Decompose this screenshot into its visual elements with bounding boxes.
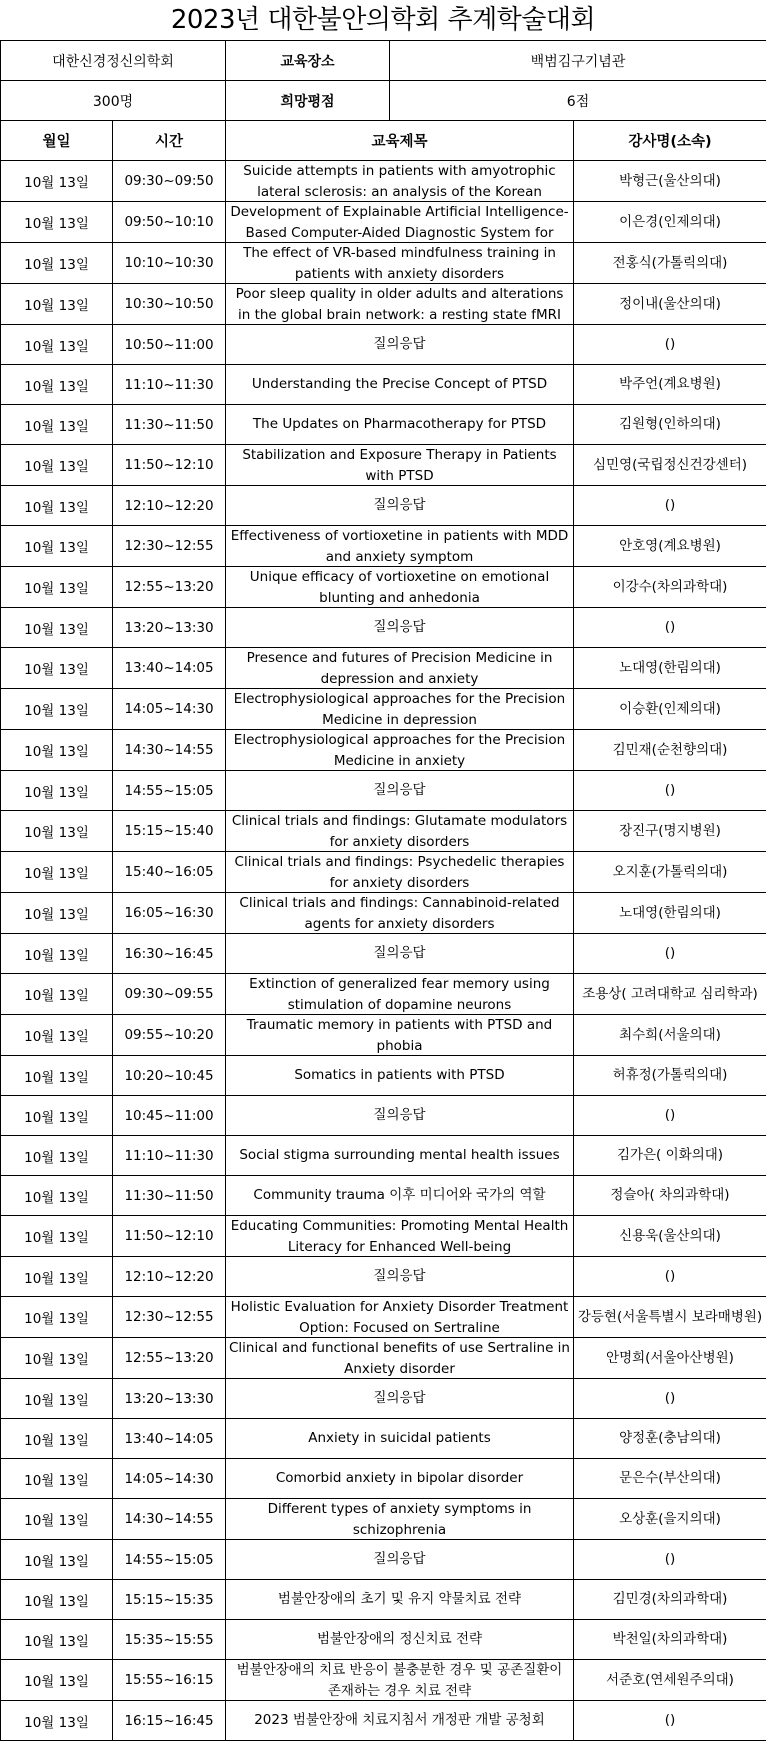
- points-value: 6점: [390, 81, 766, 121]
- session-date: 10월 13일: [1, 1379, 113, 1419]
- table-row: [1, 1257, 766, 1297]
- session-time: 15:55~16:15: [113, 1660, 226, 1701]
- session-date: 10월 13일: [1, 811, 113, 852]
- column-header-topic: 교육제목: [226, 121, 574, 161]
- table-row: [1, 161, 766, 202]
- session-date: 10월 13일: [1, 243, 113, 284]
- session-time: 12:30~12:55: [113, 526, 226, 567]
- table-row: [1, 1096, 766, 1136]
- session-topic-cell: [226, 608, 574, 648]
- session-speaker: 심민영(국립정신건강센터): [574, 445, 766, 486]
- session-topic: Understanding the Precise Concept of PTSD: [228, 374, 571, 395]
- table-row: [1, 1015, 766, 1056]
- session-time: 16:30~16:45: [113, 934, 226, 974]
- session-time: 12:55~13:20: [113, 567, 226, 608]
- table-row: [1, 405, 766, 445]
- session-speaker: 서준호(연세원주의대): [574, 1660, 766, 1701]
- session-topic: Comorbid anxiety in bipolar disorder: [228, 1468, 571, 1489]
- session-topic: 범불안장애의 정신치료 전략: [228, 1629, 571, 1650]
- session-topic-cell: [226, 974, 574, 1015]
- session-topic-cell: [226, 1620, 574, 1660]
- column-header-date: 월일: [1, 121, 113, 161]
- table-row: [1, 325, 766, 365]
- session-speaker: 이은경(인제의대): [574, 202, 766, 243]
- session-speaker: 강등현(서울특별시 보라매병원): [574, 1297, 766, 1338]
- session-topic: 범불안장애의 초기 및 유지 약물치료 전략: [228, 1589, 571, 1610]
- session-speaker: (): [574, 325, 766, 365]
- session-speaker: 노대영(한림의대): [574, 648, 766, 689]
- session-date: 10월 13일: [1, 365, 113, 405]
- session-topic: Suicide attempts in patients with amyotrophic lateral sclerosis: an analysis of the Korean: [228, 161, 571, 201]
- table-row: [1, 365, 766, 405]
- session-topic: Development of Explainable Artificial Intelligence-Based Computer-Aided Diagnostic System for: [228, 202, 571, 242]
- session-time: 14:05~14:30: [113, 1459, 226, 1499]
- session-topic-cell: [226, 1459, 574, 1499]
- session-topic-cell: [226, 1136, 574, 1176]
- session-topic: 질의응답: [228, 334, 571, 355]
- session-time: 14:55~15:05: [113, 771, 226, 811]
- venue-value: 백범김구기념관: [390, 41, 766, 81]
- session-topic-cell: [226, 1379, 574, 1419]
- session-time: 13:20~13:30: [113, 608, 226, 648]
- session-time: 16:05~16:30: [113, 893, 226, 934]
- session-speaker: 김민경(차의과학대): [574, 1580, 766, 1620]
- session-topic: Educating Communities: Promoting Mental Health Literacy for Enhanced Well-being: [228, 1216, 571, 1256]
- session-topic: Clinical trials and findings: Psychedelic therapies for anxiety disorders: [228, 852, 571, 892]
- info-row-organizer: [1, 41, 766, 81]
- session-topic: Social stigma surrounding mental health issues: [228, 1145, 571, 1166]
- session-date: 10월 13일: [1, 893, 113, 934]
- table-row: [1, 648, 766, 689]
- session-topic: Stabilization and Exposure Therapy in Patients with PTSD: [228, 445, 571, 485]
- session-date: 10월 13일: [1, 771, 113, 811]
- session-speaker: 안명희(서울아산병원): [574, 1338, 766, 1379]
- session-topic-cell: [226, 526, 574, 567]
- session-date: 10월 13일: [1, 974, 113, 1015]
- session-topic: Effectiveness of vortioxetine in patients with MDD and anxiety symptom: [228, 526, 571, 566]
- session-date: 10월 13일: [1, 1499, 113, 1540]
- session-topic-cell: [226, 730, 574, 771]
- session-topic-cell: [226, 893, 574, 934]
- session-date: 10월 13일: [1, 852, 113, 893]
- session-topic-cell: [226, 486, 574, 526]
- session-topic-cell: [226, 1015, 574, 1056]
- table-row: [1, 934, 766, 974]
- session-time: 10:10~10:30: [113, 243, 226, 284]
- table-row: [1, 608, 766, 648]
- session-topic: Poor sleep quality in older adults and alterations in the global brain network: a resting state fMRI: [228, 284, 571, 324]
- session-date: 10월 13일: [1, 1580, 113, 1620]
- session-time: 15:15~15:40: [113, 811, 226, 852]
- session-time: 10:30~10:50: [113, 284, 226, 325]
- session-time: 14:30~14:55: [113, 1499, 226, 1540]
- session-date: 10월 13일: [1, 608, 113, 648]
- session-time: 14:55~15:05: [113, 1540, 226, 1580]
- table-row: [1, 1216, 766, 1257]
- table-row: [1, 974, 766, 1015]
- session-speaker: 김가은( 이화의대): [574, 1136, 766, 1176]
- session-topic-cell: [226, 325, 574, 365]
- session-time: 09:55~10:20: [113, 1015, 226, 1056]
- session-topic-cell: [226, 1297, 574, 1338]
- session-time: 11:50~12:10: [113, 1216, 226, 1257]
- session-time: 11:10~11:30: [113, 1136, 226, 1176]
- session-topic: Unique efficacy of vortioxetine on emotional blunting and anhedonia: [228, 567, 571, 607]
- table-row: [1, 730, 766, 771]
- session-speaker: (): [574, 1540, 766, 1580]
- session-date: 10월 13일: [1, 1136, 113, 1176]
- session-topic-cell: [226, 243, 574, 284]
- session-speaker: (): [574, 771, 766, 811]
- session-topic: Holistic Evaluation for Anxiety Disorder Treatment Option: Focused on Sertraline: [228, 1297, 571, 1337]
- table-row: [1, 1136, 766, 1176]
- session-date: 10월 13일: [1, 526, 113, 567]
- table-row: [1, 1540, 766, 1580]
- session-topic: 질의응답: [228, 1105, 571, 1126]
- session-date: 10월 13일: [1, 1459, 113, 1499]
- session-date: 10월 13일: [1, 405, 113, 445]
- session-date: 10월 13일: [1, 486, 113, 526]
- session-date: 10월 13일: [1, 1056, 113, 1096]
- session-topic: Clinical and functional benefits of use Sertraline in Anxiety disorder: [228, 1338, 571, 1378]
- session-topic-cell: [226, 1540, 574, 1580]
- session-speaker: 정이내(울산의대): [574, 284, 766, 325]
- session-date: 10월 13일: [1, 1338, 113, 1379]
- session-speaker: (): [574, 1379, 766, 1419]
- session-topic: The Updates on Pharmacotherapy for PTSD: [228, 414, 571, 435]
- table-row: [1, 689, 766, 730]
- session-time: 11:30~11:50: [113, 405, 226, 445]
- session-time: 10:50~11:00: [113, 325, 226, 365]
- session-topic: 질의응답: [228, 780, 571, 801]
- session-topic: Somatics in patients with PTSD: [228, 1065, 571, 1086]
- session-date: 10월 13일: [1, 284, 113, 325]
- session-date: 10월 13일: [1, 202, 113, 243]
- session-time: 16:15~16:45: [113, 1701, 226, 1741]
- schedule-table: [0, 40, 766, 1741]
- session-time: 09:50~10:10: [113, 202, 226, 243]
- session-topic-cell: [226, 445, 574, 486]
- session-time: 15:15~15:35: [113, 1580, 226, 1620]
- table-row: [1, 1056, 766, 1096]
- session-topic: 질의응답: [228, 1266, 571, 1287]
- session-date: 10월 13일: [1, 1176, 113, 1216]
- points-label: 희망평점: [226, 81, 390, 121]
- session-time: 09:30~09:50: [113, 161, 226, 202]
- session-topic-cell: [226, 1176, 574, 1216]
- session-speaker: (): [574, 486, 766, 526]
- session-speaker: (): [574, 1701, 766, 1741]
- session-date: 10월 13일: [1, 934, 113, 974]
- session-speaker: 박형근(울산의대): [574, 161, 766, 202]
- session-date: 10월 13일: [1, 1419, 113, 1459]
- table-row: [1, 1499, 766, 1540]
- venue-label: 교육장소: [226, 41, 390, 81]
- session-speaker: 장진구(명지병원): [574, 811, 766, 852]
- session-topic: Traumatic memory in patients with PTSD and phobia: [228, 1015, 571, 1055]
- session-topic-cell: [226, 567, 574, 608]
- table-row: [1, 243, 766, 284]
- session-speaker: 신용욱(울산의대): [574, 1216, 766, 1257]
- session-time: 13:20~13:30: [113, 1379, 226, 1419]
- table-row: [1, 1660, 766, 1701]
- session-topic-cell: [226, 689, 574, 730]
- session-speaker: (): [574, 1096, 766, 1136]
- session-date: 10월 13일: [1, 1701, 113, 1741]
- session-speaker: 오지훈(가톨릭의대): [574, 852, 766, 893]
- session-topic: 질의응답: [228, 1388, 571, 1409]
- session-date: 10월 13일: [1, 1015, 113, 1056]
- session-time: 11:10~11:30: [113, 365, 226, 405]
- table-row: [1, 1459, 766, 1499]
- session-speaker: 박천일(차의과학대): [574, 1620, 766, 1660]
- table-row: [1, 771, 766, 811]
- session-date: 10월 13일: [1, 161, 113, 202]
- session-date: 10월 13일: [1, 689, 113, 730]
- session-topic: 범불안장애의 치료 반응이 불충분한 경우 및 공존질환이 존재하는 경우 치료 전략: [228, 1660, 571, 1700]
- session-topic-cell: [226, 1419, 574, 1459]
- session-topic-cell: [226, 648, 574, 689]
- session-topic-cell: [226, 365, 574, 405]
- session-topic: The effect of VR-based mindfulness training in patients with anxiety disorders: [228, 243, 571, 283]
- session-time: 14:30~14:55: [113, 730, 226, 771]
- session-speaker: (): [574, 934, 766, 974]
- table-row: [1, 1379, 766, 1419]
- session-time: 11:30~11:50: [113, 1176, 226, 1216]
- session-topic-cell: [226, 161, 574, 202]
- session-topic-cell: [226, 1499, 574, 1540]
- session-time: 09:30~09:55: [113, 974, 226, 1015]
- document-title: 2023년 대한불안의학회 추계학술대회: [0, 0, 766, 40]
- session-date: 10월 13일: [1, 1257, 113, 1297]
- table-row: [1, 486, 766, 526]
- session-topic-cell: [226, 405, 574, 445]
- session-speaker: 안호영(계요병원): [574, 526, 766, 567]
- session-speaker: 이승환(인제의대): [574, 689, 766, 730]
- table-row: [1, 811, 766, 852]
- table-row: [1, 1297, 766, 1338]
- attendees-value: 300명: [1, 81, 226, 121]
- session-speaker: 김원형(인하의대): [574, 405, 766, 445]
- session-time: 11:50~12:10: [113, 445, 226, 486]
- session-topic: 질의응답: [228, 495, 571, 516]
- session-topic-cell: [226, 1580, 574, 1620]
- column-header-speaker: 강사명(소속): [574, 121, 766, 161]
- session-date: 10월 13일: [1, 445, 113, 486]
- table-row: [1, 284, 766, 325]
- session-time: 15:40~16:05: [113, 852, 226, 893]
- session-topic: Community trauma 이후 미디어와 국가의 역할: [228, 1185, 571, 1206]
- table-row: [1, 1176, 766, 1216]
- session-speaker: (): [574, 608, 766, 648]
- session-topic: Electrophysiological approaches for the Precision Medicine in depression: [228, 689, 571, 729]
- info-row-attendees: [1, 81, 766, 121]
- session-speaker: 최수희(서울의대): [574, 1015, 766, 1056]
- session-date: 10월 13일: [1, 730, 113, 771]
- session-speaker: 전홍식(가톨릭의대): [574, 243, 766, 284]
- session-date: 10월 13일: [1, 325, 113, 365]
- session-speaker: 양정훈(충남의대): [574, 1419, 766, 1459]
- session-topic: Clinical trials and findings: Glutamate modulators for anxiety disorders: [228, 811, 571, 851]
- session-speaker: 정슬아( 차의과학대): [574, 1176, 766, 1216]
- table-row: [1, 1419, 766, 1459]
- session-time: 12:55~13:20: [113, 1338, 226, 1379]
- session-time: 13:40~14:05: [113, 648, 226, 689]
- table-row: [1, 852, 766, 893]
- table-row: [1, 202, 766, 243]
- session-topic-cell: [226, 284, 574, 325]
- table-row: [1, 893, 766, 934]
- session-speaker: 문은수(부산의대): [574, 1459, 766, 1499]
- session-speaker: 조용상( 고려대학교 심리학과): [574, 974, 766, 1015]
- column-header-time: 시간: [113, 121, 226, 161]
- session-speaker: 김민재(순천향의대): [574, 730, 766, 771]
- session-topic: 질의응답: [228, 1549, 571, 1570]
- session-speaker: (): [574, 1257, 766, 1297]
- session-speaker: 허휴정(가톨릭의대): [574, 1056, 766, 1096]
- organizer-value: 대한신경정신의학회: [1, 41, 226, 81]
- table-row: [1, 445, 766, 486]
- session-time: 10:20~10:45: [113, 1056, 226, 1096]
- session-topic-cell: [226, 202, 574, 243]
- session-topic: Extinction of generalized fear memory using stimulation of dopamine neurons: [228, 974, 571, 1014]
- session-time: 14:05~14:30: [113, 689, 226, 730]
- table-row: [1, 1338, 766, 1379]
- session-topic-cell: [226, 1216, 574, 1257]
- table-row: [1, 1580, 766, 1620]
- session-date: 10월 13일: [1, 567, 113, 608]
- session-time: 13:40~14:05: [113, 1419, 226, 1459]
- session-date: 10월 13일: [1, 1540, 113, 1580]
- session-date: 10월 13일: [1, 1096, 113, 1136]
- session-topic-cell: [226, 1660, 574, 1701]
- session-topic-cell: [226, 934, 574, 974]
- session-topic: 2023 범불안장애 치료지침서 개정판 개발 공청회: [228, 1710, 571, 1731]
- session-time: 12:10~12:20: [113, 1257, 226, 1297]
- session-speaker: 박주언(계요병원): [574, 365, 766, 405]
- schedule-table-body: [1, 41, 766, 1741]
- table-row: [1, 1620, 766, 1660]
- session-date: 10월 13일: [1, 1297, 113, 1338]
- table-row: [1, 526, 766, 567]
- session-time: 15:35~15:55: [113, 1620, 226, 1660]
- session-topic-cell: [226, 811, 574, 852]
- session-topic: 질의응답: [228, 943, 571, 964]
- session-topic-cell: [226, 1096, 574, 1136]
- session-speaker: 오상훈(을지의대): [574, 1499, 766, 1540]
- session-topic: Anxiety in suicidal patients: [228, 1428, 571, 1449]
- session-speaker: 노대영(한림의대): [574, 893, 766, 934]
- session-date: 10월 13일: [1, 648, 113, 689]
- table-row: [1, 567, 766, 608]
- session-topic: 질의응답: [228, 617, 571, 638]
- session-date: 10월 13일: [1, 1216, 113, 1257]
- session-topic-cell: [226, 1257, 574, 1297]
- session-topic: Presence and futures of Precision Medicine in depression and anxiety: [228, 648, 571, 688]
- session-topic-cell: [226, 852, 574, 893]
- session-topic: Different types of anxiety symptoms in schizophrenia: [228, 1499, 571, 1539]
- session-topic-cell: [226, 1338, 574, 1379]
- session-time: 12:10~12:20: [113, 486, 226, 526]
- session-time: 10:45~11:00: [113, 1096, 226, 1136]
- session-date: 10월 13일: [1, 1660, 113, 1701]
- session-topic-cell: [226, 771, 574, 811]
- session-topic: Clinical trials and findings: Cannabinoid-related agents for anxiety disorders: [228, 893, 571, 933]
- session-topic-cell: [226, 1056, 574, 1096]
- session-date: 10월 13일: [1, 1620, 113, 1660]
- column-header-row: [1, 121, 766, 161]
- session-speaker: 이강수(차의과학대): [574, 567, 766, 608]
- session-topic: Electrophysiological approaches for the Precision Medicine in anxiety: [228, 730, 571, 770]
- session-time: 12:30~12:55: [113, 1297, 226, 1338]
